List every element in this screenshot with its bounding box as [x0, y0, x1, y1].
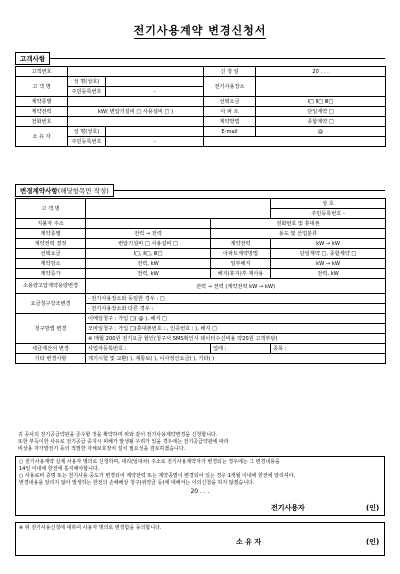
bill-method-label: 청구방법 변경 — [16, 314, 86, 344]
partial-field[interactable]: kW → kW — [271, 259, 386, 269]
owner-name-field[interactable] — [106, 127, 204, 137]
section-divider — [15, 58, 385, 59]
owner-seal[interactable]: (인) — [366, 538, 380, 546]
type-change-field[interactable]: 전력 → 전력 — [86, 229, 211, 239]
customer-no-label: 고객번호 — [16, 67, 68, 77]
apt-multi-option[interactable]: 종합계약 □ — [256, 117, 386, 127]
section-change-title: 변경계약사항 — [20, 187, 58, 195]
partial-label: 일부해지 — [211, 259, 271, 269]
owner-reg-field[interactable]: - — [106, 137, 204, 147]
reg-field[interactable] — [271, 209, 386, 219]
notice-line: 귀 공사의 전기공급약관을 준수할 것을 확약하며 위와 같이 전기사용계약변경을 신청합니다. — [18, 432, 218, 438]
address-label: 전기사용장소 — [204, 77, 256, 97]
rate-options[interactable]: Ⅰ□ Ⅱ□ Ⅲ□ — [256, 97, 386, 107]
phone-label: 전화번호 — [16, 117, 68, 127]
notice-line: 비상용 자가발전기 등의 적절한 자체보호장치 설치 필요성을 검토하겠습니다. — [18, 446, 186, 452]
note-line: ○ 사용료비 증명 또는 전기사용 중도가 변경되어 계약전력 또는 계약종별이 변경되어 있는 경우 1개월 이내에 한전에 알리셔야, — [19, 473, 296, 479]
other-field[interactable]: 계기시험 및 교환( ), 재통보( ), 이사정산요금( ), 기타( ) — [86, 354, 386, 364]
note-line: ○ 전기사용계약 실제 사용자 명의로 신청하며, 대리(임대차) 주소로 전기사용계약자가 변경되는 경우에는 그 변경내용을 — [19, 459, 280, 465]
email-label: E-mail — [204, 127, 256, 137]
customer-no-field[interactable] — [68, 67, 204, 77]
apt-single-option[interactable]: 단일계약 □ — [256, 107, 386, 117]
entity-biz-field[interactable]: 업태 : — [211, 344, 271, 354]
bill-combine-label: 요금청구강조변경 — [16, 294, 86, 314]
name-label: 상 호 — [271, 199, 386, 209]
entity-item-field[interactable]: 종목 : — [271, 344, 386, 354]
owner-reg-label: 주민등록번호 — [68, 137, 106, 147]
bill-addr-label: 지불자 주소 — [16, 219, 86, 229]
applicant-label: 고 객 명 — [16, 77, 68, 97]
owner-name-label: 성 명(상호) — [68, 127, 106, 137]
power-label: 계약전력 — [211, 239, 271, 249]
note-line: 14일 이내에 한전에 통지해야합니다. — [19, 466, 100, 472]
entity-reg-field[interactable]: 사업자등록번호 : — [86, 344, 211, 354]
applicant-field[interactable] — [86, 199, 271, 219]
reg-no-field[interactable]: - — [106, 87, 204, 97]
rate-label: 선택요금 — [16, 249, 86, 259]
sign-date[interactable]: 20 . . . — [190, 488, 210, 495]
rate-label: 선택요금 — [204, 97, 256, 107]
contract-type-label: 계약종별 — [16, 229, 86, 239]
phone-label: 전화번호 및 휴대폰 — [211, 219, 386, 229]
form-title: 전기사용계약 변경신청서 — [133, 24, 267, 37]
cancel-field[interactable]: 전력, kW — [271, 269, 386, 279]
apt-method-field[interactable]: 단일계약 □, 종합계약 □ — [271, 249, 386, 259]
other-label: 기타 변경사항 — [16, 354, 86, 364]
power-field[interactable]: kW( 변압기설비 □ 사용설비 □ ) — [68, 107, 204, 117]
reg-label: 주민등록번호 — [311, 211, 342, 217]
section-change-header — [15, 184, 114, 197]
notes-box — [15, 456, 385, 516]
power-change-field[interactable]: 변압기설비 □ 사용설비 □ — [86, 239, 211, 249]
note-line: 변경내용을 알리지 않아 발생하는 한전의 손해배상 청구(위약금 등)에 대해서는 이의신청을 하지 않겠습니다. — [19, 480, 255, 486]
increase-field[interactable]: 전력, kW — [86, 269, 211, 279]
blank-cell — [204, 137, 386, 147]
date-label: 신 청 일 — [204, 67, 256, 77]
bill-combine-diff[interactable]: · 전기사용장소와 다른 경우 : — [86, 304, 386, 314]
supply-change-field[interactable]: 전력 → 전력 (계약전력 kW → kW) — [86, 279, 386, 294]
contract-type-field[interactable] — [68, 97, 204, 107]
applicant-label: 고 객 명 — [16, 199, 86, 219]
customer-table — [15, 66, 386, 147]
email-field[interactable]: @ — [256, 127, 386, 137]
bill-note: ※ 매월 200원 전기요금 할인(청구서 SMS확인시 데이터수신비용 약20원 고객부담) — [86, 334, 386, 344]
reduce-field[interactable]: 전력, kW — [86, 259, 211, 269]
bill-combine-same[interactable]: · 전기사용장소와 동일한 경우 : □ — [86, 294, 386, 304]
owner-sign-label: 소 유 자 — [236, 538, 262, 546]
name-label: 성 명(상호) — [68, 77, 106, 87]
bill-email-option[interactable]: 이메일청구 : 가입 □( @ ), 해지 □ — [86, 314, 386, 324]
power-label: 계약전력 — [16, 107, 68, 117]
notice-text — [18, 432, 384, 453]
usage-label: 용도 및 산업분류 — [211, 229, 386, 239]
owner-consent-box — [15, 522, 385, 556]
supply-change-label: 소용량고압계약용량변경 — [16, 279, 86, 294]
reg-no-label: 주민등록번호 — [68, 87, 106, 97]
phone-field[interactable] — [68, 117, 204, 127]
date-field[interactable]: 20 . . . — [256, 67, 386, 77]
name-field[interactable] — [106, 77, 204, 87]
power-change-label: 계약전력 결정 — [16, 239, 86, 249]
owner-consent-text: ※ 위 전기사용신청에 대하여 사용자 명의로 변경함을 동의합니다. — [19, 525, 162, 531]
apt-method-label: 계약방법 — [204, 117, 256, 127]
bill-addr-field[interactable] — [86, 219, 211, 229]
section-change-note: (해당항목만 작성) — [57, 187, 109, 195]
bill-sms-option[interactable]: 모바일청구 : 가입 □(휴대폰번호 : , 인증번호 : ), 해지 □ — [86, 324, 386, 334]
cancel-label: 해지(휴지)후 재사용 — [211, 269, 271, 279]
address-field[interactable] — [256, 77, 386, 97]
notice-line: 또한 부득이한 사유로 전기공급 중지시 피해가 발생될 우려가 있을 경우에는 전기공급약관에 따라 — [18, 439, 229, 445]
reduce-label: 계약감소 — [16, 259, 86, 269]
apt-label: 아 파 트 — [204, 107, 256, 117]
increase-label: 계약증가 — [16, 269, 86, 279]
section-customer-header: 고객사항 — [15, 52, 50, 65]
sign-applicant-label: 전기사용자 — [271, 504, 305, 512]
rate-field[interactable]: Ⅰ□, Ⅱ□, Ⅲ□ — [86, 249, 211, 259]
entity-change-label: 세금계산서 변경 — [16, 344, 86, 354]
change-table — [15, 198, 386, 364]
reg-dash: - — [342, 211, 345, 217]
apt-method-label: 아파트계약방법 — [211, 249, 271, 259]
power-field[interactable]: kW → kW — [271, 239, 386, 249]
owner-label: 소 유 자 — [16, 127, 68, 147]
contract-type-label: 계약종별 — [16, 97, 68, 107]
sign-applicant-seal[interactable]: (인) — [366, 504, 380, 512]
